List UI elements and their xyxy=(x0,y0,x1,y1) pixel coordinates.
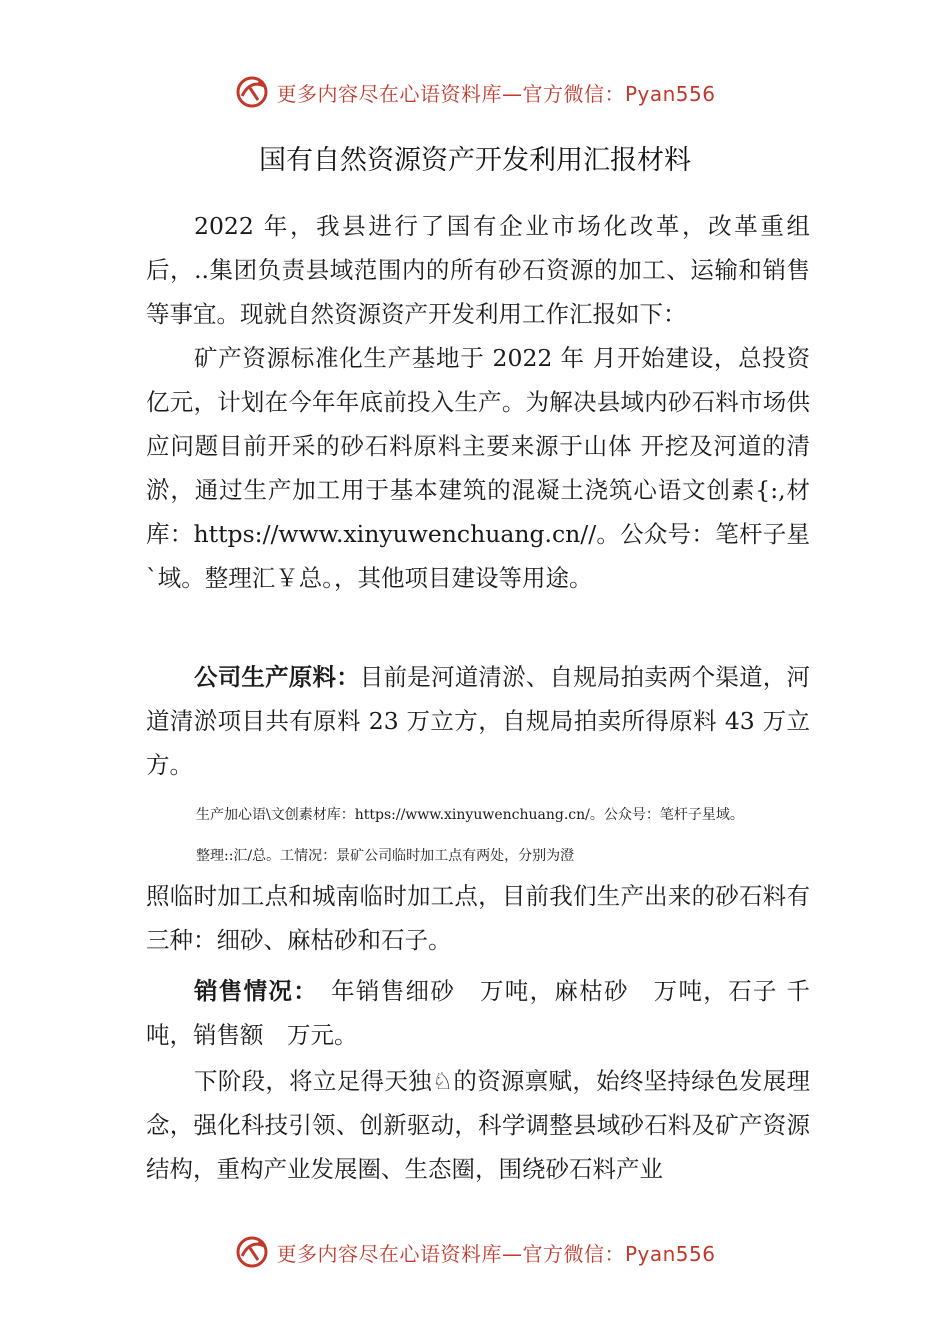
paragraph-raw-materials xyxy=(146,655,810,787)
paragraph-intro: 2022 年，我县进行了国有企业市场化改革，改革重组后，..集团负责县域范围内的所有砂石资源的加工、运输和销售等事宜。现就自然资源资产开发利用工作汇报如下： xyxy=(146,212,810,328)
footer-banner xyxy=(0,1228,950,1276)
paragraph-production: 照临时加工点和城南临时加工点，目前我们生产出来的砂石料有三种：细砂、麻枯砂和石子。 xyxy=(146,882,810,954)
paragraph-sales xyxy=(146,969,810,1057)
sales-text: 年销售细砂 万吨，麻枯砂 万吨，石子 千吨，销售额 万元。 xyxy=(146,977,810,1049)
sales-label: 销售情况： xyxy=(194,977,307,1005)
banner-text: 更多内容尽在心语资料库—官方微信：Pyan556 xyxy=(276,81,716,106)
raw-materials-text: 目前是河道清淤、自规局拍卖两个渠道，河道清淤项目共有原料 23 万立方，自规局拍卖所得原料 43 万立方。 xyxy=(146,663,811,779)
banner-text: 更多内容尽在心语资料库—官方微信：Pyan556 xyxy=(276,1241,716,1266)
header-banner xyxy=(0,68,950,116)
raw-materials-label: 公司生产原料： xyxy=(194,663,360,691)
small-note-line-1: 生产加心语\文创素材库：https://www.xinyuwenchuang.cn/。公众号：笔杆子星域。 xyxy=(196,807,744,823)
document-title: 国有自然资源资产开发利用汇报材料 xyxy=(259,145,691,176)
brand-logo-icon xyxy=(234,74,270,110)
small-note-line-2: 整理::汇/总。工情况：景矿公司临时加工点有两处，分别为澄 xyxy=(196,848,575,864)
brand-logo-icon xyxy=(234,1234,270,1270)
paragraph-next-stage: 下阶段，将立足得天独♘的资源禀赋，始终坚持绿色发展理念，强化科技引领、创新驱动，科学调整县域砂石料及矿产资源结构，重构产业发展圈、生态圈，围绕砂石料产业 xyxy=(146,1067,810,1183)
paragraph-mineral-base: 矿产资源标准化生产基地于 2022 年 月开始建设，总投资 亿元，计划在今年年底前投入生产。为解决县域内砂石料市场供应问题目前开采的砂石料原料主要来源于山体 开挖及河道的清淤，通过生产加工用于基本建筑的混凝土浇筑心语文创素{:,材库：https://www.xinyuwenchuang.cn//。公众号：笔杆子星`域。整理汇￥总。，其他项目建设等用途。 xyxy=(146,344,834,592)
